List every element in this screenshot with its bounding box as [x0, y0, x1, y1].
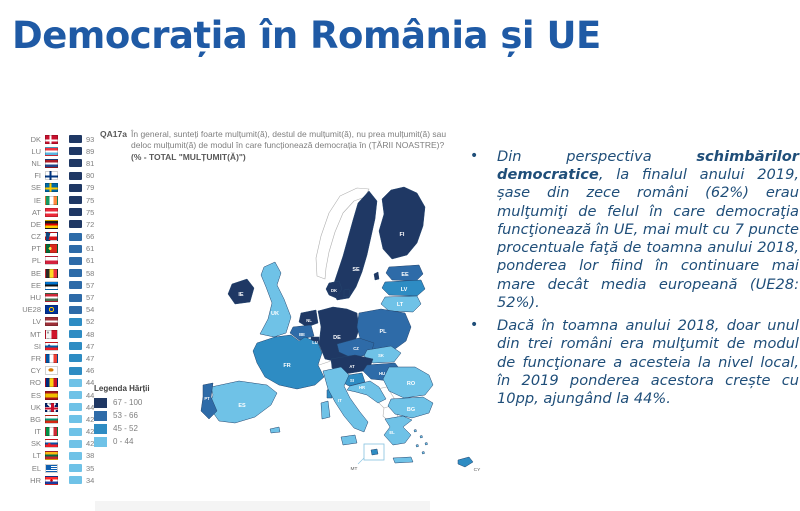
country-value: 44: [86, 402, 95, 412]
country-code: EL: [31, 463, 41, 473]
country-value: 81: [86, 158, 95, 168]
summary-bullets: [462, 148, 799, 413]
map-label-hr: HR: [358, 385, 366, 390]
legend-swatch: [94, 398, 107, 408]
country-code: BE: [30, 268, 41, 278]
value-swatch: [69, 452, 82, 460]
value-swatch: [69, 306, 82, 314]
value-swatch: [69, 354, 82, 362]
country-code: EE: [30, 280, 41, 290]
ranking-row: [14, 218, 94, 230]
country-value: 75: [86, 207, 95, 217]
map-label-be: BE: [299, 332, 305, 337]
country-code: CZ: [31, 232, 41, 242]
map-island-zealand: [344, 289, 350, 297]
ranking-row: [14, 231, 94, 243]
ranking-row: [14, 170, 94, 182]
map-island-aegean-4: [416, 445, 419, 448]
map-label-dk: DK: [330, 288, 338, 293]
legend-title: Legenda Hărții: [94, 384, 150, 393]
ranking-row: [14, 133, 94, 145]
map-label-el: EL: [389, 430, 395, 435]
country-code: SK: [30, 439, 41, 449]
map-label-ro: RO: [406, 381, 416, 387]
value-swatch: [69, 464, 82, 472]
question-subtitle: (% - TOTAL "MULȚUMIT(Ă)"): [131, 152, 246, 163]
country-value: 47: [86, 353, 95, 363]
ranking-row: [14, 255, 94, 267]
value-swatch: [69, 257, 82, 265]
lu-flag-icon: [45, 147, 58, 156]
value-swatch: [69, 403, 82, 411]
question-text: În general, sunteți foarte mulțumit(ă), destul de mulțumit(ă), nu prea mulțumit(ă) sau deloc mulțumit(ă) de modul în care funcționează democrația în (ȚĂRII NOASTRE)?: [131, 129, 447, 151]
value-swatch: [69, 476, 82, 484]
value-swatch: [69, 220, 82, 228]
value-swatch: [69, 172, 82, 180]
map-label-ie: IE: [238, 292, 244, 298]
be-flag-icon: [45, 269, 58, 278]
country-code: BG: [30, 414, 41, 424]
ranking-row: [14, 462, 94, 474]
map-country-mt: [371, 449, 378, 455]
de-flag-icon: [45, 220, 58, 229]
country-value: 34: [86, 475, 95, 485]
ranking-row: [14, 401, 94, 413]
pt-flag-icon: [45, 244, 58, 253]
country-code: PL: [31, 256, 41, 266]
country-code: FI: [34, 171, 41, 181]
value-swatch: [69, 391, 82, 399]
pl-flag-icon: [45, 256, 58, 265]
map-label-lv: LV: [400, 287, 408, 293]
ranking-row: [14, 157, 94, 169]
value-swatch: [69, 245, 82, 253]
value-swatch: [69, 147, 82, 155]
si-flag-icon: [45, 342, 58, 351]
ranking-row: [14, 304, 94, 316]
country-code: DK: [30, 134, 41, 144]
map-label-it: IT: [338, 398, 342, 403]
fr-flag-icon: [45, 354, 58, 363]
bg-flag-icon: [45, 415, 58, 424]
ranking-row: [14, 340, 94, 352]
value-swatch: [69, 159, 82, 167]
ranking-row: [14, 194, 94, 206]
value-swatch: [69, 233, 82, 241]
bullet-text-bold: schimbărilor democratice: [497, 148, 799, 184]
country-code: NL: [31, 158, 41, 168]
map-label-fr: FR: [283, 363, 291, 369]
uk-flag-icon: [45, 403, 58, 412]
value-swatch: [69, 281, 82, 289]
country-value: 66: [86, 232, 95, 242]
legend-label: 53 - 66: [113, 411, 138, 420]
country-code: UE28: [22, 305, 41, 315]
ro-flag-icon: [45, 378, 58, 387]
map-island-aegean-1: [414, 430, 417, 433]
ranking-row: [14, 474, 94, 486]
country-value: 54: [86, 305, 95, 315]
bullet-item: [462, 148, 799, 312]
country-value: 61: [86, 256, 95, 266]
country-value: 93: [86, 134, 95, 144]
ie-flag-icon: [45, 196, 58, 205]
map-label-bg: BG: [406, 407, 416, 413]
map-label-lu: LU: [312, 340, 318, 345]
map-island-sicily: [341, 435, 357, 445]
map-island-gotland: [374, 272, 379, 280]
country-code: UK: [30, 402, 41, 412]
value-swatch: [69, 415, 82, 423]
hr-flag-icon: [45, 476, 58, 485]
legend-swatch: [94, 437, 107, 447]
map-country-fi: [379, 187, 425, 259]
map-island-crete: [393, 457, 413, 463]
hu-flag-icon: [45, 293, 58, 302]
map-label-nl: NL: [306, 318, 312, 323]
legend-label: 67 - 100: [113, 398, 143, 407]
country-value: 89: [86, 146, 95, 156]
country-code: AT: [31, 207, 41, 217]
value-swatch: [69, 135, 82, 143]
ue28-flag-icon: [45, 305, 58, 314]
country-value: 61: [86, 244, 95, 254]
value-swatch: [69, 440, 82, 448]
value-swatch: [69, 379, 82, 387]
map-label-fi: FI: [399, 232, 405, 238]
map-label-mt: MT: [350, 467, 358, 472]
map-label-hu: HU: [378, 371, 386, 376]
question-id: QA17a: [100, 129, 127, 139]
value-swatch: [69, 196, 82, 204]
ranking-row: [14, 182, 94, 194]
country-value: 52: [86, 317, 95, 327]
map-country-uk: [260, 262, 291, 337]
country-value: 57: [86, 293, 95, 303]
country-value: 72: [86, 219, 95, 229]
sk-flag-icon: [45, 439, 58, 448]
country-value: 42: [86, 414, 95, 424]
ranking-row: [14, 316, 94, 328]
map-island-balearics: [270, 427, 280, 433]
country-value: 80: [86, 171, 95, 181]
value-swatch: [69, 367, 82, 375]
cz-flag-icon: [45, 232, 58, 241]
ranking-row: [14, 438, 94, 450]
map-label-sk: SK: [378, 353, 384, 358]
ranking-row: [14, 243, 94, 255]
map-label-at: AT: [349, 364, 355, 369]
country-value: 44: [86, 390, 95, 400]
country-code: LV: [32, 317, 41, 327]
map-country-es: [209, 381, 277, 423]
country-code: FR: [31, 353, 41, 363]
ranking-row: [14, 426, 94, 438]
ranking-row: [14, 413, 94, 425]
country-value: 44: [86, 378, 95, 388]
map-country-cy: [458, 457, 473, 467]
value-swatch: [69, 269, 82, 277]
country-value: 35: [86, 463, 95, 473]
value-swatch: [69, 330, 82, 338]
map-label-cz: CZ: [353, 346, 359, 351]
at-flag-icon: [45, 208, 58, 217]
bullet-text: Din perspectiva: [497, 148, 697, 165]
value-swatch: [69, 184, 82, 192]
country-code: SI: [33, 341, 41, 351]
value-swatch: [69, 294, 82, 302]
country-ranking-list: [14, 133, 94, 486]
legend-swatch: [94, 411, 107, 421]
country-code: HU: [30, 293, 41, 303]
footer-strip: [95, 501, 430, 511]
bullet-text: , la finalul anului 2019, șase din zece români (62%) erau mulţumiţi de felul în care democraţia funcţionează în UE, mai mult cu 7 puncte procentuale faţă de toamna anului 2018, ponderea lor fiind în continuare mai mare decât media europeană (UE28: 52%).: [497, 166, 799, 311]
ranking-row: [14, 389, 94, 401]
country-code: IT: [34, 427, 41, 437]
map-label-ee: EE: [401, 272, 409, 278]
country-code: ES: [30, 390, 41, 400]
value-swatch: [69, 318, 82, 326]
map-island-aegean-3: [425, 443, 428, 446]
value-swatch: [69, 428, 82, 436]
map-country-el: [384, 416, 412, 445]
es-flag-icon: [45, 391, 58, 400]
map-label-si: SI: [350, 378, 354, 383]
map-label-pl: PL: [379, 329, 387, 335]
country-code: LU: [31, 146, 41, 156]
country-value: 38: [86, 451, 95, 461]
ranking-row: [14, 206, 94, 218]
bullet-item: [462, 317, 799, 408]
country-code: CY: [30, 366, 41, 376]
map-label-se: SE: [352, 267, 360, 273]
lt-flag-icon: [45, 451, 58, 460]
country-value: 79: [86, 183, 95, 193]
map-label-pt: PT: [204, 396, 210, 401]
ranking-row: [14, 279, 94, 291]
country-value: 42: [86, 427, 95, 437]
country-code: PT: [31, 244, 41, 254]
el-flag-icon: [45, 464, 58, 473]
country-value: 46: [86, 366, 95, 376]
it-flag-icon: [45, 427, 58, 436]
map-island-sardinia: [321, 401, 330, 419]
ranking-row: [14, 352, 94, 364]
page-title: Democrația în România și UE: [12, 14, 601, 57]
country-code: LT: [32, 451, 41, 461]
ranking-row: [14, 365, 94, 377]
legend-label: 0 - 44: [113, 437, 134, 446]
map-label-es: ES: [238, 403, 246, 409]
fi-flag-icon: [45, 171, 58, 180]
value-swatch: [69, 208, 82, 216]
country-code: SE: [30, 183, 41, 193]
map-label-lt: LT: [396, 302, 404, 308]
ranking-row: [14, 377, 94, 389]
ranking-row: [14, 450, 94, 462]
bullet-text: Dacă în toamna anului 2018, doar unul din trei români era mulţumit de modul de funcţionare a acesteia la nivel local, în 2019 ponderea acestora crește cu 10pp, ajungând la 44%.: [497, 317, 799, 408]
mt-flag-icon: [45, 330, 58, 339]
ranking-row: [14, 267, 94, 279]
dk-flag-icon: [45, 135, 58, 144]
country-value: 48: [86, 329, 95, 339]
country-code: HR: [30, 475, 41, 485]
ranking-row: [14, 328, 94, 340]
se-flag-icon: [45, 183, 58, 192]
country-value: 57: [86, 280, 95, 290]
legend-label: 45 - 52: [113, 424, 138, 433]
malta-callout-leader: [358, 458, 364, 464]
country-value: 42: [86, 439, 95, 449]
lv-flag-icon: [45, 317, 58, 326]
map-label-de: DE: [333, 335, 341, 341]
map-island-aegean-2: [420, 436, 423, 439]
cy-flag-icon: [45, 366, 58, 375]
europe-map: [128, 186, 500, 506]
map-label-uk: UK: [271, 311, 279, 317]
legend-swatch: [94, 424, 107, 434]
country-value: 58: [86, 268, 95, 278]
country-code: RO: [29, 378, 41, 388]
map-island-aegean-5: [422, 452, 425, 455]
question-block: [100, 129, 452, 163]
ee-flag-icon: [45, 281, 58, 290]
country-code: IE: [33, 195, 41, 205]
country-value: 47: [86, 341, 95, 351]
nl-flag-icon: [45, 159, 58, 168]
country-code: DE: [30, 219, 41, 229]
ranking-row: [14, 145, 94, 157]
value-swatch: [69, 342, 82, 350]
map-label-cy: CY: [473, 468, 481, 473]
country-value: 75: [86, 195, 95, 205]
country-code: MT: [30, 329, 41, 339]
ranking-row: [14, 291, 94, 303]
